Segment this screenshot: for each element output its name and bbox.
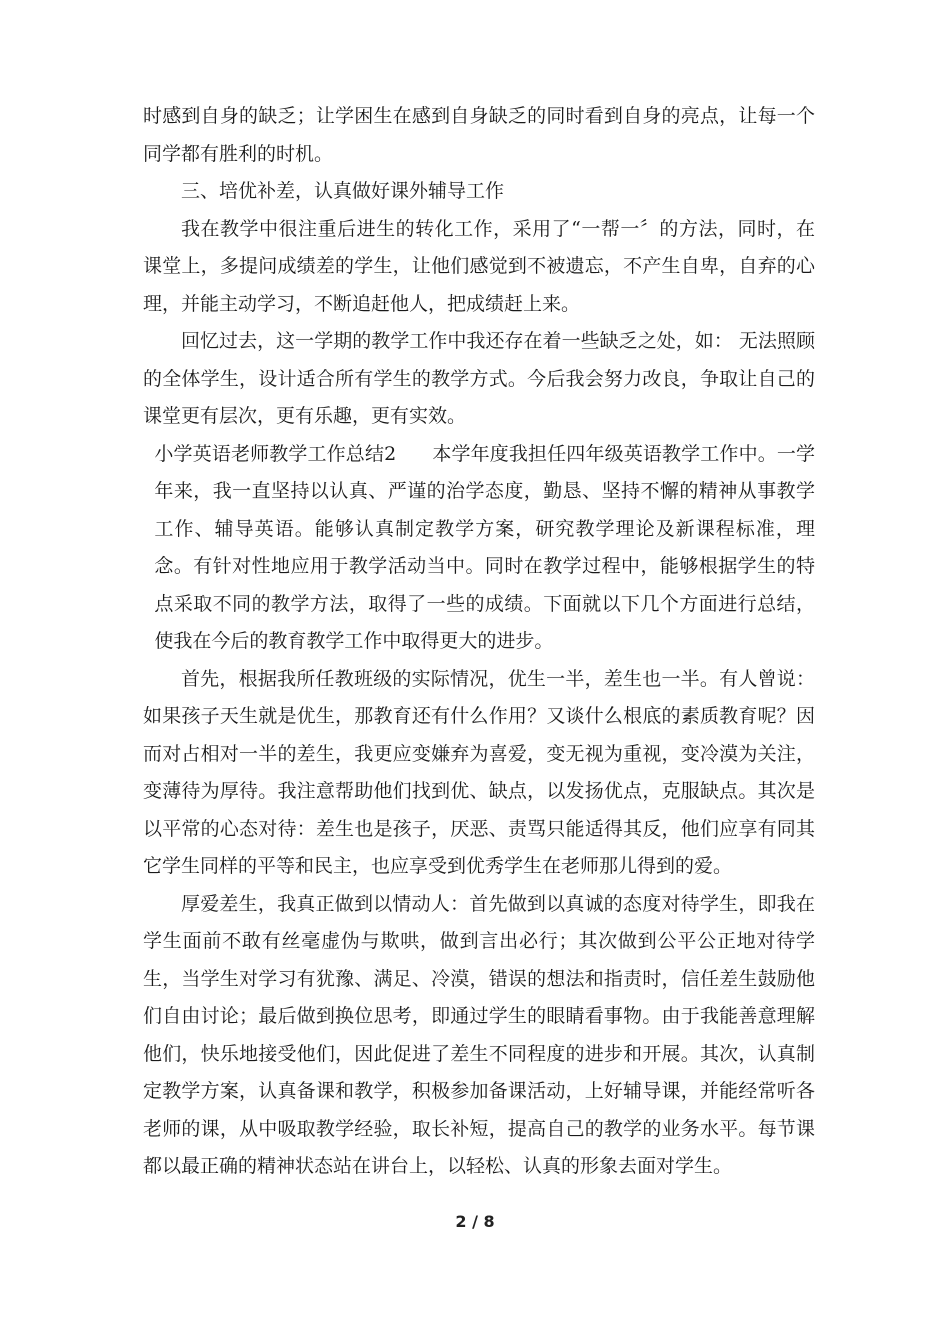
document-body (143, 98, 815, 1186)
paragraph: 首先，根据我所任教班级的实际情况，优生一半，差生也一半。有人曾说：如果孩子天生就是优生，那教育还有什么作用？又谈什么根底的素质教育呢？因而对占相对一半的差生，我更应变嫌弃为喜爱，变无视为重视，变冷漠为关注，变薄待为厚待。我注意帮助他们找到优、缺点，以发扬优点，克服缺点。其次是以平常的心态对待：差生也是孩子，厌恶、责骂只能适得其反，他们应享有同其它学生同样的平等和民主，也应享受到优秀学生在老师那儿得到的爱。 (143, 667, 815, 877)
paragraph: 回忆过去，这一学期的教学工作中我还存在着一些缺乏之处，如： 无法照顾的全体学生，设计适合所有学生的教学方式。今后我会努力改良，争取让自己的课堂更有层次，更有乐趣，更有实效。 (143, 330, 815, 427)
paragraph: 厚爱差生，我真正做到以情动人：首先做到以真诚的态度对待学生，即我在学生面前不敢有丝毫虚伪与欺哄，做到言出必行；其次做到公平公正地对待学生，当学生对学习有犹豫、满足、冷漠，错误的想法和指责时，信任差生鼓励他们自由讨论；最后做到换位思考，即通过学生的眼睛看事物。由于我能善意理解他们，快乐地接受他们，因此促进了差生不同程度的进步和开展。其次，认真制定教学方案，认真备课和教学，积极参加备课活动，上好辅导课，并能经常听各老师的课，从中吸取教学经验，取长补短，提高自己的教学的业务水平。每节课都以最正确的精神状态站在讲台上，以轻松、认真的形象去面对学生。 (143, 892, 815, 1177)
section-intro: 本学年度我担任四年级英语教学工作中。一学年来，我一直坚持以认真、严谨的治学态度，勤恳、坚持不懈的精神从事教学工作、辅导英语。能够认真制定教学方案，研究教学理论及新课程标准，理念。有针对性地应用于教学活动当中。同时在教学过程中，能够根据学生的特点采取不同的教学方法，取得了一些的成绩。下面就以下几个方面进行总结，使我在今后的教育教学工作中取得更大的进步。 (154, 442, 815, 652)
section-title: 小学英语老师教学工作总结2 (154, 442, 397, 465)
paragraph: 我在教学中很注重后进生的转化工作，采用了“一帮一〞的方法，同时，在课堂上，多提问成绩差的学生，让他们感觉到不被遗忘，不产生自卑，自弃的心理，并能主动学习，不断追赶他人，把成绩赶上来。 (143, 217, 815, 315)
section-heading-3: 三、培优补差，认真做好课外辅导工作 (181, 180, 505, 202)
page-number: 2 / 8 (455, 1212, 495, 1231)
section-title-paragraph (143, 436, 815, 661)
paragraph-continuation: 时感到自身的缺乏；让学困生在感到自身缺乏的同时看到自身的亮点，让每一个同学都有胜利的时机。 (143, 105, 815, 165)
